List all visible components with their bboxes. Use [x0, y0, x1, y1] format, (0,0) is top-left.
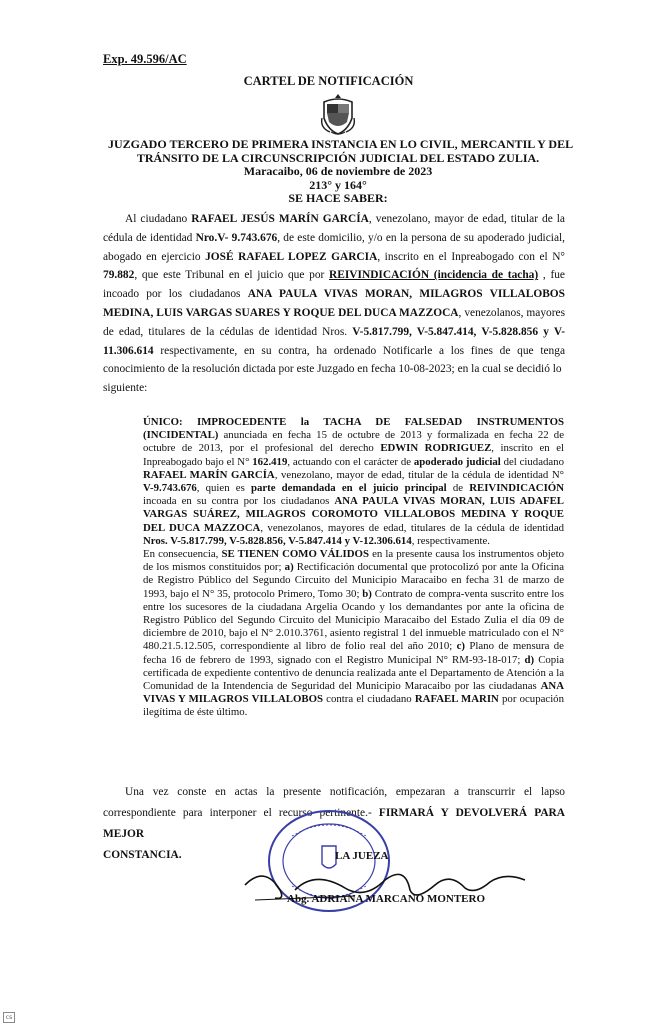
resolution-quote — [143, 416, 564, 720]
scanner-mark: cs — [3, 1012, 15, 1023]
notification-body — [103, 210, 565, 398]
years: 213° y 164° — [309, 177, 367, 192]
judge-role: LA JUEZA — [335, 850, 389, 862]
closing-text: Una vez conste en actas la presente notificación, empezaran a transcurrir el lapso correspondiente para interponer el recurso pertinente.- FIRMARÁ Y DEVOLVERÁ PARA MEJOR — [103, 786, 565, 840]
siguiente-label: siguiente: — [103, 382, 148, 395]
hace-saber: SE HACE SABER: — [288, 191, 388, 206]
document-title: CARTEL DE NOTIFICACIÓN — [243, 74, 414, 88]
main-paragraph: Al ciudadano RAFAEL JESÚS MARÍN GARCÍA, venezolano, mayor de edad, titular de la cédula de identidad Nro.V- 9.743.676, de este domicilio, y/o en la persona de su apoderado judicial, abogado en ejercicio JOSÉ RAFAEL LOPEZ GARCIA, inscrito en el Inpreabogado con el N° 79.882, que este Tribunal en el juicio que por REIVINDICACIÓN (incidencia de tacha) , fue incoado por los ciudadanos ANA PAULA VIVAS MORAN, MILAGROS VILLALOBOS MEDINA, LUIS VARGAS SUARES Y ROQUE DEL DUCA MAZZOCA, venezolanos, mayores de edad, titulares de la cédulas de identidad Nros. V-5.817.799, V-5.847.414, V-5.828.856 y V-11.306.614 respectivamente, en su contra, ha ordenado Notificarle a los fines de que tenga conocimiento de la resolución dictada por este Juzgado en fecha 10-08-2023; en la cual se decidió lo — [103, 213, 566, 376]
place-date: Maracaibo, 06 de noviembre de 2023 — [243, 164, 433, 179]
court-heading — [108, 137, 574, 206]
judge-name: Abg. ADRIANA MARCANO MONTERO — [287, 893, 486, 905]
court-line-1: JUZGADO TERCERO DE PRIMERA INSTANCIA EN LO CIVIL, MERCANTIL Y DEL — [108, 137, 574, 151]
quote-paragraph-2: En consecuencia, SE TIENEN COMO VÁLIDOS en la presente causa los instrumentos objeto de los mismos constituidos por; a) Rectificación documental que protocolizó por ante la Oficina de Registro Público del Segundo Circuito del Municipio Maracaibo en fecha 31 de marzo de 1993, bajo el N° 35, protocolo Primero, Tomo 30; b) Contrato de compra-venta suscrito entre los entre los sucesores de la ciudadana Argelia Ocando y los demandantes por ante la oficina de Registro Público del Segundo Circuito del Municipio Maracaibo del Estado Zulia el día 09 de diciembre de 2010, bajo el N° 2.010.3761, asiento registral 1 del inmueble matriculado con el N° 480.21.5.12.505, correspondiente al libro de folio real del año 2010; c) Plano de mensura de fecha 16 de febrero de 1993, signado con el Registro Municipal N° RM-93-18-017; d) Copia certificada de expediente contentivo de denuncia realizada ante el Departamento de Atención a la Comunidad de la Intendencia de Seguridad del Municipio Maracaibo por las ciudadanas ANA VIVAS Y MILAGROS VILLALOBOS contra el ciudadano RAFAEL MARIN por ocupación ilegítima de éste último. — [143, 548, 564, 719]
court-line-2: TRÁNSITO DE LA CIRCUNSCRIPCIÓN JUDICIAL DEL ESTADO ZULIA. — [136, 150, 540, 165]
quote-paragraph-1: ÚNICO: IMPROCEDENTE la TACHA DE FALSEDAD INSTRUMENTOS (INCIDENTAL) anunciada en fecha 15 de octubre de 2013 y formalizada en fecha 22 de octubre de 2013, por el profesional del derecho EDWIN RODRIGUEZ, inscrito en el Inpreabogado bajo el N° 162.419, actuando con el carácter de apoderado judicial del ciudadano RAFAEL MARÍN GARCÍA, venezolano, mayor de edad, titular de la cédula de identidad N° V-9.743.676, quien es parte demandada en el juicio principal de REIVINDICACIÓN incoada en su contra por los ciudadanos ANA PAULA VIVAS MORAN, LUIS ADAFEL VARGAS SUÁREZ, MILAGROS COROMOTO VILLALOBOS MEDINA Y ROQUE DEL DUCA MAZZOCA, venezolanos, mayores de edad, titulares de la cédula de identidad Nros. V-5.817.799, V-5.828.856, V-5.847.414 y V-12.306.614, respectivamente. — [143, 416, 565, 547]
expedient-number: Exp. 49.596/AC — [103, 52, 187, 66]
coat-of-arms-icon — [318, 92, 358, 136]
constancia: CONSTANCIA. — [103, 849, 182, 861]
